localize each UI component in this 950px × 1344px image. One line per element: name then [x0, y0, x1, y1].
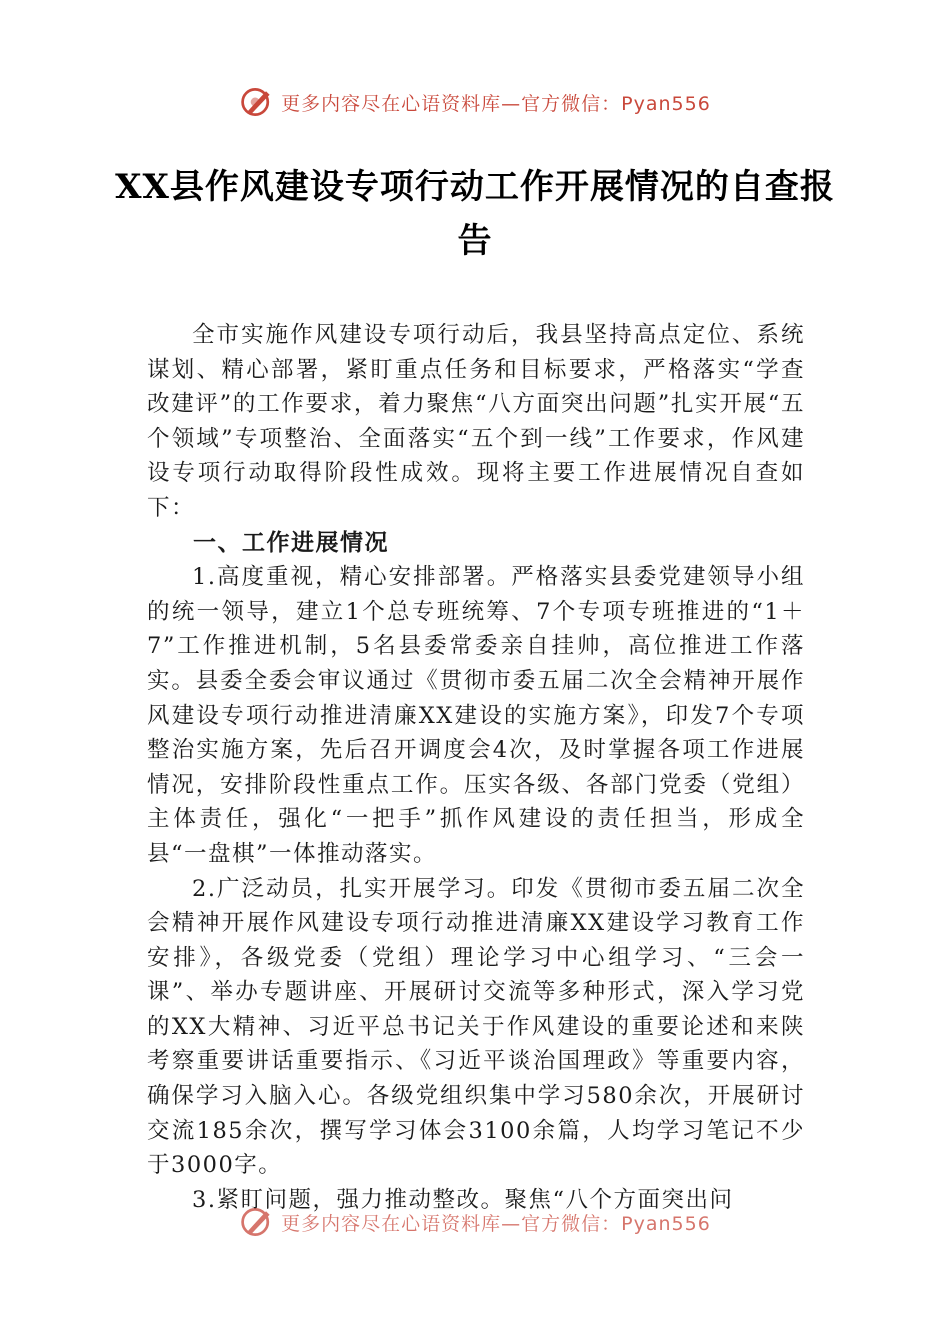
pen-seal-icon — [239, 1204, 275, 1240]
intro-paragraph: 全市实施作风建设专项行动后，我县坚持高点定位、系统谋划、精心部署，紧盯重点任务和目标要求，严格落实“学查改建评”的工作要求，着力聚焦“八方面突出问题”扎实开展“五个领域”专项整治、全面落实“五个到一线”工作要求，作风建设专项行动取得阶段性成效。现将主要工作进展情况自查如下： — [147, 322, 805, 521]
section-heading: 一、工作进展情况 — [193, 529, 389, 556]
body-paragraph-1: 1.高度重视，精心安排部署。严格落实县委党建领导小组的统一领导，建立1个总专班统筹、7个专项专班推进的“1＋7”工作推进机制，5名县委常委亲自挂帅，高位推进工作落实。县委全委会审议通过《贯彻市委五届二次全会精神开展作风建设专项行动推进清廉XX建设的实施方案》，印发7个专项整治实施方案，先后召开调度会4次，及时掌握各项工作进展情况，安排阶段性重点工作。压实各级、各部门党委（党组）主体责任，强化“一把手”抓作风建设的责任担当，形成全县“一盘棋”一体推动落实。 — [147, 564, 805, 867]
watermark-text: 更多内容尽在心语资料库—官方微信：Pyan556 — [281, 92, 711, 115]
watermark-footer — [0, 1200, 950, 1244]
pen-seal-icon — [239, 84, 275, 120]
watermark-header — [0, 80, 950, 124]
body-paragraph-2: 2.广泛动员，扎实开展学习。印发《贯彻市委五届二次全会精神开展作风建设专项行动推进清廉XX建设学习教育工作安排》，各级党委（党组）理论学习中心组学习、“三会一课”、举办专题讲座、开展研讨交流等多种形式，深入学习党的XX大精神、习近平总书记关于作风建设的重要论述和来陕考察重要讲话重要指示、《习近平谈治国理政》等重要内容，确保学习入脑入心。各级党组织集中学习580余次，开展研讨交流185余次，撰写学习体会3100余篇，人均学习笔记不少于3000字。 — [147, 875, 805, 1179]
body-paragraph-3: 3.紧盯问题，强力推动整改。聚焦“八个方面突出问 — [192, 1186, 734, 1213]
watermark-text: 更多内容尽在心语资料库—官方微信：Pyan556 — [281, 1212, 711, 1235]
document-title: XX县作风建设专项行动工作开展情况的自查报告 — [115, 167, 835, 261]
document-body — [147, 318, 805, 1217]
